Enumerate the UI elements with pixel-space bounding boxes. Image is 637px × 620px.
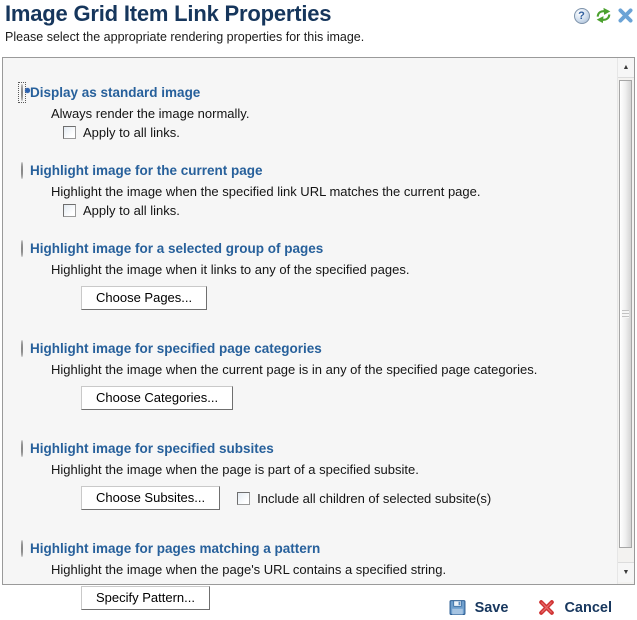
cancel-label: Cancel [564, 599, 612, 616]
option-label[interactable]: Highlight image for pages matching a pattern [30, 541, 321, 556]
radio-highlight-group-of-pages[interactable] [21, 240, 23, 257]
option-highlight-subsites [21, 441, 611, 510]
scrollbar-thumb[interactable] [619, 80, 632, 548]
option-description: Highlight the image when the current page is in any of the specified page categories. [51, 362, 538, 377]
radio-display-standard[interactable] [21, 84, 23, 101]
option-label[interactable]: Highlight image for specified subsites [30, 441, 274, 456]
choose-subsites-button[interactable]: Choose Subsites... [81, 486, 220, 510]
radio-focus-ring [19, 439, 25, 458]
radio-highlight-page-categories[interactable] [21, 340, 23, 357]
cancel-button[interactable] [538, 599, 612, 616]
option-highlight-current-page [21, 163, 611, 218]
dialog-footer [449, 599, 612, 616]
radio-focus-ring [19, 539, 25, 558]
apply-all-links-checkbox-1[interactable] [63, 126, 76, 139]
scrollbar-grip [622, 310, 629, 318]
radio-focus-ring [19, 161, 25, 180]
choose-pages-button[interactable]: Choose Pages... [81, 286, 207, 310]
close-icon[interactable] [617, 7, 634, 24]
options-list [3, 58, 617, 605]
options-panel [2, 57, 635, 605]
option-label[interactable]: Display as standard image [30, 85, 201, 100]
include-children-checkbox[interactable] [237, 492, 250, 505]
radio-highlight-pattern[interactable] [21, 540, 23, 557]
refresh-icon[interactable] [595, 7, 612, 24]
page-title: Image Grid Item Link Properties [5, 1, 332, 26]
option-description: Highlight the image when it links to any of the specified pages. [51, 262, 410, 277]
close-x-glyph [617, 7, 634, 24]
page-subtitle: Please select the appropriate rendering properties for this image. [5, 30, 365, 44]
radio-highlight-subsites[interactable] [21, 440, 23, 457]
specify-pattern-button[interactable]: Specify Pattern... [81, 586, 210, 610]
scroll-down-button[interactable]: ▼ [618, 562, 634, 582]
floppy-disk-icon [449, 599, 466, 616]
radio-focus-ring [19, 239, 25, 258]
save-button[interactable] [449, 599, 509, 616]
option-label[interactable]: Highlight image for specified page categories [30, 341, 322, 356]
help-icon[interactable] [573, 7, 590, 24]
save-label: Save [474, 599, 509, 616]
option-label[interactable]: Highlight image for a selected group of pages [30, 241, 324, 256]
option-label[interactable]: Highlight image for the current page [30, 163, 263, 178]
checkbox-label[interactable]: Apply to all links. [83, 125, 180, 140]
option-description: Highlight the image when the page's URL contains a specified string. [51, 562, 447, 577]
header-icons [573, 7, 634, 24]
choose-categories-button[interactable]: Choose Categories... [81, 386, 233, 410]
scroll-up-button[interactable]: ▲ [618, 58, 634, 78]
radio-highlight-current-page[interactable] [21, 162, 23, 179]
refresh-arrows-glyph [595, 7, 612, 24]
checkbox-label[interactable]: Apply to all links. [83, 203, 180, 218]
option-highlight-group-of-pages [21, 241, 611, 310]
option-display-standard [21, 85, 611, 140]
vertical-scrollbar[interactable] [617, 58, 634, 584]
red-x-icon [538, 599, 555, 616]
option-description: Always render the image normally. [51, 106, 250, 121]
radio-focus-ring [19, 339, 25, 358]
checkbox-label[interactable]: Include all children of selected subsite(s) [257, 490, 492, 506]
radio-focus-ring [19, 83, 25, 102]
apply-all-links-checkbox-2[interactable] [63, 204, 76, 217]
option-highlight-page-categories [21, 341, 611, 410]
question-mark-glyph: ? [574, 8, 590, 24]
option-description: Highlight the image when the specified link URL matches the current page. [51, 184, 481, 199]
option-description: Highlight the image when the page is part of a specified subsite. [51, 462, 419, 477]
